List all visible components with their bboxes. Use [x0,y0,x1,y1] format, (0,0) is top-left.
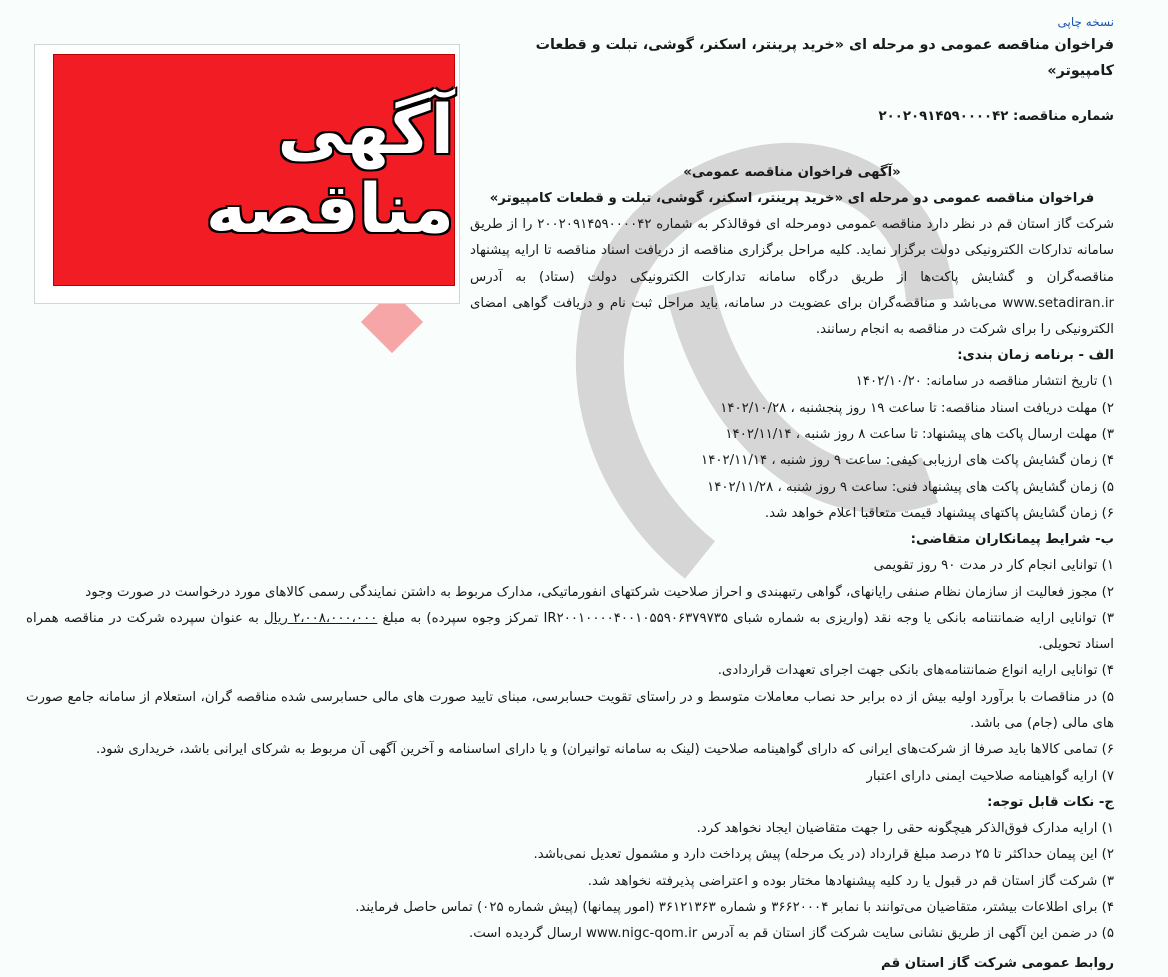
condition-item: ۷) ارایه گواهینامه صلاحیت ایمنی دارای اعتبار [866,768,1114,784]
section-b-heading: ب- شرایط پیمانکاران متقاضی: [910,532,1114,548]
banner-text: آگهی مناقصه [205,91,454,249]
note-item: ۳) شرکت گاز استان قم در قبول یا رد کلیه پیشنهادها مختار بوده و اعتراضی پذیرفته نخواهد شد. [587,873,1114,889]
tender-banner-image [53,54,455,286]
tender-number: شماره مناقصه: ۲۰۰۲۰۹۱۴۵۹۰۰۰۰۴۲ [878,109,1114,124]
schedule-item: ۴) زمان گشایش پاکت های ارزیابی کیفی: ساعت ۹ روز شنبه ، ۱۴۰۲/۱۱/۱۴ [701,453,1114,469]
deposit-amount: ۲،۰۰۸،۰۰۰،۰۰۰ ریال [264,610,378,626]
section-c-heading: ج- نکات قابل توجه: [987,794,1114,810]
note-item: ۵) در ضمن این آگهی از طریق نشانی سایت شرکت گاز استان قم به آدرس www.nigc-qom.ir ارسال گردیده است. [469,926,1114,942]
condition-text: به عنوان سپرده شرکت در مناقصه همراه اسناد تحویلی. [26,610,1114,653]
condition-item: ۴) توانایی ارایه انواع ضمانتنامه‌های بانکی جهت اجرای تعهدات قراردادی. [717,663,1114,679]
condition-item [26,606,1114,659]
condition-item: ۶) تمامی کالاها باید صرفا از شرکت‌های ایرانی که دارای گواهینامه صلاحیت (لینک به سامانه توانیران) و یا دارای اساسنامه و آخرین آگهی آن مربوط به شرکای ایرانی باشد، خریداری شود. [95,742,1114,758]
condition-text: ۳) توانایی ارایه ضمانتنامه بانکی یا وجه نقد (واریزی به شماره شبای IR۲۰۰۱۰۰۰۰۴۰۰۱۰۵۵۹۰۶۳۷۹۷۳۵ تمرکز وجوه سپرده) به مبلغ [377,610,1114,626]
announcement-heading: «آگهی فراخوان مناقصه عمومی» [683,165,901,180]
schedule-item: ۳) مهلت ارسال پاکت های پیشنهاد: تا ساعت ۸ روز شنبه ، ۱۴۰۲/۱۱/۱۴ [725,427,1114,443]
schedule-item: ۲) مهلت دریافت اسناد مناقصه: تا ساعت ۱۹ روز پنجشنبه ، ۱۴۰۲/۱۰/۲۸ [720,400,1114,416]
condition-item: ۵) در مناقصات با برآورد اولیه بیش از ده برابر حد نصاب معاملات متوسط و در راستای تقویت حسابرسی، مبنای تایید صورت های مالی حسابرسی شده مناقصه گران، استعلام از سامانه جامع صورت های مالی (جام) می باشد. [26,689,1114,732]
print-version-link[interactable]: نسخه چاپی [1057,15,1114,29]
intro-paragraph: شرکت گاز استان قم در نظر دارد مناقصه عمومی دومرحله ای فوقالذکر به شماره ۲۰۰۲۰۹۱۴۵۹۰۰۰۰۴۲ را از طریق سامانه تدارکات الکترونیکی دولت برگزار نماید. کلیه مراحل برگزاری مناقصه از دریافت اسناد مناقصه تا ارایه پیشنهاد مناقصه‌گران و گشایش پاکت‌ها از طریق درگاه سامانه تدارکات الکترونیکی دولت (ستاد) به آدرس www.setadiran.ir می‌باشد و مناقصه‌گران برای عضویت در سامانه، باید مراحل ثبت نام و دریافت گواهی امضای الکترونیکی را برای شرکت در مناقصه به انجام رسانند. [470,217,1114,338]
schedule-item: ۵) زمان گشایش پاکت های پیشنهاد فنی: ساعت ۹ روز شنبه ، ۱۴۰۲/۱۱/۲۸ [707,479,1114,495]
note-item: ۱) ارایه مدارک فوق‌الذکر هیچگونه حقی را جهت متقاضیان ایجاد نخواهد کرد. [696,820,1114,836]
schedule-item: ۶) زمان گشایش پاکتهای پیشنهاد قیمت متعاقبا اعلام خواهد شد. [764,505,1114,521]
section-a-heading: الف - برنامه زمان بندی: [957,348,1114,364]
condition-item: ۲) مجوز فعالیت از سازمان نظام صنفی رایانهای، گواهی رتبهبندی و احراز صلاحیت شرکتهای انفورماتیکی، مدارک مربوط به داشتن نمایندگی رسمی کالاهای مورد درخواست در صورت وجود [85,584,1114,600]
page-title: فراخوان مناقصه عمومی دو مرحله ای «خرید پرینتر، اسکنر، گوشی، تبلت و قطعات کامپیوتر» [535,37,1114,79]
note-item: ۴) برای اطلاعات بیشتر، متقاضیان می‌توانند با نمابر ۳۶۶۲۰۰۰۴ و شماره ۳۶۱۲۱۳۶۳ (امور پیمانها) (پیش شماره ۰۲۵) تماس حاصل فرمایند. [355,899,1114,915]
note-item: ۲) این پیمان حداکثر تا ۲۵ درصد مبلغ قرارداد (در یک مرحله) پیش پرداخت دارد و مشمول تعدیل نمی‌باشد. [533,847,1114,863]
condition-item: ۱) توانایی انجام کار در مدت ۹۰ روز تقویمی [873,558,1114,574]
announcement-page [26,12,1114,977]
announcement-title: فراخوان مناقصه عمومی دو مرحله ای «خرید پرینتر، اسکنر، گوشی، تبلت و قطعات کامپیوتر» [489,191,1095,206]
schedule-item: ۱) تاریخ انتشار مناقصه در سامانه: ۱۴۰۲/۱۰/۲۰ [855,374,1114,390]
banner-box [34,44,460,304]
footer-signature: روابط عمومی شرکت گاز استان قم [881,956,1114,972]
